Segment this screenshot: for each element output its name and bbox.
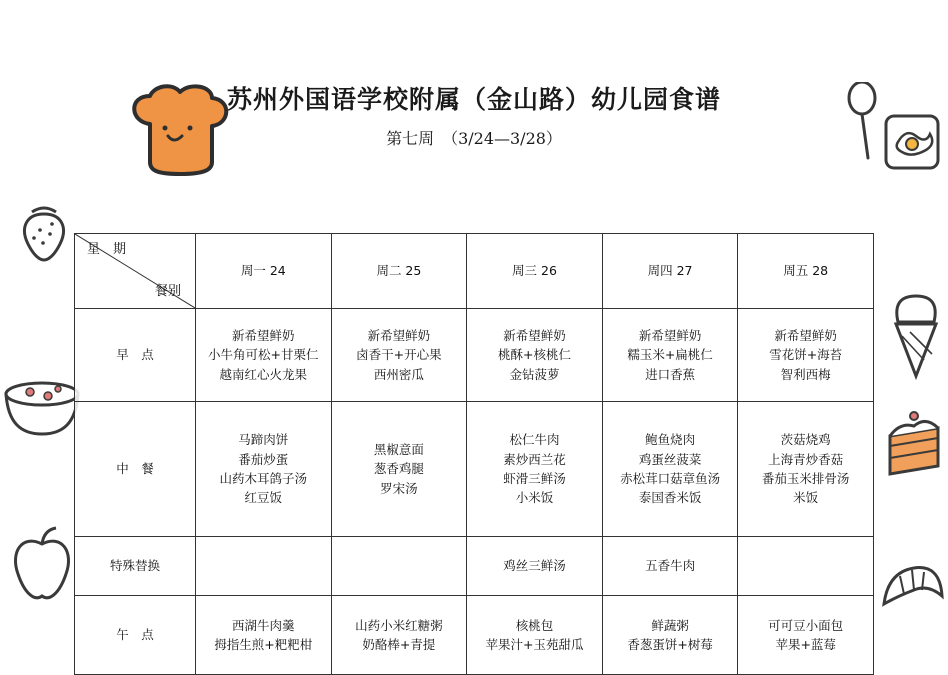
day-header-mon: 周一 24 (196, 234, 332, 309)
row-label-lunch: 中 餐 (75, 402, 196, 537)
menu-item: 鲍鱼烧肉 (645, 432, 696, 448)
cell-snack-fri (738, 596, 874, 675)
menu-item: 虾滑三鲜汤 (503, 471, 566, 486)
menu-item: 黑椒意面 (373, 441, 424, 457)
cell-snack-thu (602, 596, 738, 675)
cell-lunch-thu (602, 402, 738, 537)
cell-special-thu (602, 537, 738, 596)
cell-breakfast-wed (467, 309, 603, 402)
menu-item: 小牛角可松+甘栗仁 (208, 347, 319, 363)
table-row-snack (75, 596, 874, 675)
table-corner-cell (75, 234, 196, 309)
menu-item: 素炒西兰花 (503, 451, 566, 467)
cell-lunch-mon (196, 402, 332, 537)
cell-snack-wed (467, 596, 603, 675)
menu-item: 鸡丝三鲜汤 (503, 558, 566, 574)
menu-item: 桃酥+核桃仁 (497, 347, 571, 363)
cell-breakfast-fri (738, 309, 874, 402)
table-header-row (75, 234, 874, 309)
day-header-thu: 周四 27 (602, 234, 738, 309)
menu-item: 番茄玉米排骨汤 (761, 471, 850, 486)
menu-item: 西州密瓜 (373, 366, 424, 382)
cell-lunch-tue (331, 402, 467, 537)
menu-item: 泰国香米饭 (638, 490, 702, 506)
row-label-snack: 午 点 (75, 596, 196, 675)
cell-special-wed (467, 537, 603, 596)
menu-item: 苹果汁+玉苑甜瓜 (485, 637, 584, 652)
table-row-special (75, 537, 874, 596)
menu-item: 新希望鲜奶 (367, 327, 431, 343)
menu-item: 新希望鲜奶 (232, 327, 295, 343)
menu-page (0, 80, 948, 664)
menu-item: 西湖牛肉羹 (232, 617, 295, 633)
menu-item: 拇指生煎+粑粑柑 (214, 637, 313, 652)
menu-item: 赤松茸口菇章鱼汤 (620, 471, 721, 486)
cell-special-mon (196, 537, 332, 596)
cell-snack-mon (196, 596, 332, 675)
page-title: 苏州外国语学校附属（金山路）幼儿园食谱 (226, 85, 721, 114)
menu-item: 山药木耳鸽子汤 (219, 471, 308, 486)
menu-item: 五香牛肉 (645, 558, 696, 574)
menu-item: 新希望鲜奶 (503, 327, 566, 343)
day-header-fri: 周五 28 (738, 234, 874, 309)
menu-item: 糯玉米+扁桃仁 (627, 347, 713, 363)
menu-item: 新希望鲜奶 (638, 327, 702, 343)
menu-item: 进口香蕉 (645, 366, 696, 382)
menu-item: 山药小米红糖粥 (355, 617, 443, 633)
menu-item: 智利西梅 (780, 366, 831, 382)
menu-item: 新希望鲜奶 (774, 327, 837, 343)
cell-breakfast-thu (602, 309, 738, 402)
menu-item: 越南红心火龙果 (219, 366, 308, 382)
menu-item: 上海青炒香菇 (768, 451, 844, 467)
menu-item: 香葱蛋饼+树莓 (627, 637, 713, 652)
corner-week-label: 星 期 (87, 242, 127, 257)
cell-lunch-fri (738, 402, 874, 537)
menu-item: 苹果+蓝莓 (775, 637, 836, 652)
menu-item: 番茄炒蛋 (238, 451, 289, 467)
table-row-lunch (75, 402, 874, 537)
menu-item: 奶酪棒+青提 (362, 637, 436, 652)
cell-special-tue (331, 537, 467, 596)
menu-item: 罗宋汤 (380, 480, 418, 496)
menu-item: 米饭 (793, 490, 819, 506)
menu-item: 马蹄肉饼 (238, 432, 289, 448)
menu-item: 可可豆小面包 (768, 617, 844, 633)
corner-meal-label: 餐别 (154, 283, 181, 299)
row-label-special: 特殊替换 (75, 537, 196, 596)
menu-item: 葱香鸡腿 (373, 461, 424, 477)
menu-item: 小米饭 (515, 490, 554, 506)
menu-item: 核桃包 (515, 617, 554, 633)
day-header-tue: 周二 25 (331, 234, 467, 309)
menu-item: 鲜蔬粥 (651, 617, 689, 633)
cell-breakfast-tue (331, 309, 467, 402)
menu-table-wrapper (74, 233, 874, 675)
menu-item: 卤香干+开心果 (356, 347, 442, 363)
menu-item: 雪花饼+海苔 (769, 347, 843, 363)
cell-special-fri (738, 537, 874, 596)
menu-item: 红豆饭 (244, 490, 283, 506)
menu-item: 茨菇烧鸡 (780, 432, 831, 448)
menu-item: 金钻菠萝 (509, 366, 560, 382)
cell-lunch-wed (467, 402, 603, 537)
page-subtitle: 第七周 （3/24—3/28） (386, 129, 562, 148)
table-row-breakfast (75, 309, 874, 402)
cell-snack-tue (331, 596, 467, 675)
cell-breakfast-mon (196, 309, 332, 402)
menu-item: 松仁牛肉 (509, 432, 560, 448)
weekly-menu-table (74, 233, 874, 675)
menu-item: 鸡蛋丝菠菜 (638, 451, 702, 467)
day-header-wed: 周三 26 (467, 234, 603, 309)
row-label-breakfast: 早 点 (75, 309, 196, 402)
menu-table-body (75, 234, 874, 675)
